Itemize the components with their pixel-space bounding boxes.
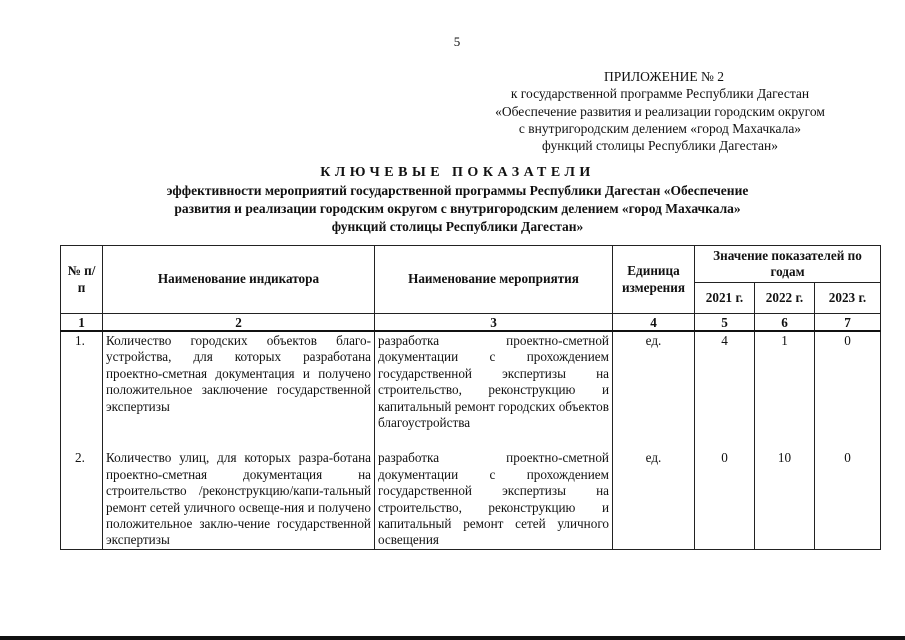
column-number: 1 bbox=[61, 314, 103, 332]
row-indicator: Количество городских объектов благо-устройства, для которых разработана проектно-сметная документация и получено положительное заключение государственной экспертизы bbox=[103, 331, 375, 449]
appendix-line: к государственной программе Республики Дагестан bbox=[510, 86, 810, 102]
row-value-2022: 1 bbox=[755, 331, 815, 449]
column-number: 7 bbox=[815, 314, 881, 332]
column-number: 6 bbox=[755, 314, 815, 332]
document-title bbox=[100, 164, 815, 236]
header-values-group: Значение показателей по годам bbox=[695, 246, 881, 283]
row-number: 1. bbox=[61, 331, 103, 449]
row-number: 2. bbox=[61, 449, 103, 549]
row-measure: разработка проектно-сметной документации с прохождением государственной экспертизы на строительство, реконструкцию и капитальный ремонт сетей уличного освещения bbox=[375, 449, 613, 549]
row-value-2021: 4 bbox=[695, 331, 755, 449]
header-year: 2023 г. bbox=[815, 283, 881, 314]
appendix-line: функций столицы Республики Дагестан» bbox=[542, 138, 778, 154]
row-value-2023: 0 bbox=[815, 331, 881, 449]
scan-bottom-edge bbox=[0, 636, 905, 640]
row-value-2022: 10 bbox=[755, 449, 815, 549]
row-value-2021: 0 bbox=[695, 449, 755, 549]
document-subtitle-line: эффективности мероприятий государственной программы Республики Дагестан «Обеспечение bbox=[166, 183, 749, 198]
appendix-title: ПРИЛОЖЕНИЕ № 2 bbox=[603, 69, 725, 84]
row-indicator: Количество улиц, для которых разра-ботана проектно-сметная документация на строительство /реконструкцию/капи-тальный ремонт сетей уличного освеще-ния и получено положительное заклю-чение государственной экспертизы bbox=[103, 449, 375, 549]
column-number-row bbox=[61, 314, 881, 332]
row-unit: ед. bbox=[613, 331, 695, 449]
column-number: 5 bbox=[695, 314, 755, 332]
document-subtitle-line: развития и реализации городским округом с внутригородским делением «город Махачкала» bbox=[174, 201, 741, 216]
column-number: 4 bbox=[613, 314, 695, 332]
row-unit: ед. bbox=[613, 449, 695, 549]
page-number: 5 bbox=[453, 34, 461, 49]
header-measure: Наименование мероприятия bbox=[375, 246, 613, 314]
header-indicator: Наименование индикатора bbox=[103, 246, 375, 314]
column-number: 3 bbox=[375, 314, 613, 332]
table-row bbox=[61, 449, 881, 549]
document-subtitle-line: функций столицы Республики Дагестан» bbox=[331, 219, 584, 234]
header-unit: Единица измерения bbox=[613, 246, 695, 314]
header-number: № п/п bbox=[61, 246, 103, 314]
appendix-line: «Обеспечение развития и реализации городским округом bbox=[495, 103, 825, 119]
appendix-header bbox=[438, 68, 882, 154]
indicators-table bbox=[60, 245, 881, 550]
table-row bbox=[61, 331, 881, 449]
document-heading: КЛЮЧЕВЫЕ ПОКАЗАТЕЛИ bbox=[320, 165, 595, 180]
appendix-line: с внутригородским делением «город Махачкала» bbox=[518, 120, 802, 136]
row-value-2023: 0 bbox=[815, 449, 881, 549]
header-year: 2021 г. bbox=[695, 283, 755, 314]
row-measure: разработка проектно-сметной документации с прохождением государственной экспертизы на строительство, реконструкцию и капитальный ремонт городских объектов благоустройства bbox=[375, 331, 613, 449]
header-year: 2022 г. bbox=[755, 283, 815, 314]
column-number: 2 bbox=[103, 314, 375, 332]
